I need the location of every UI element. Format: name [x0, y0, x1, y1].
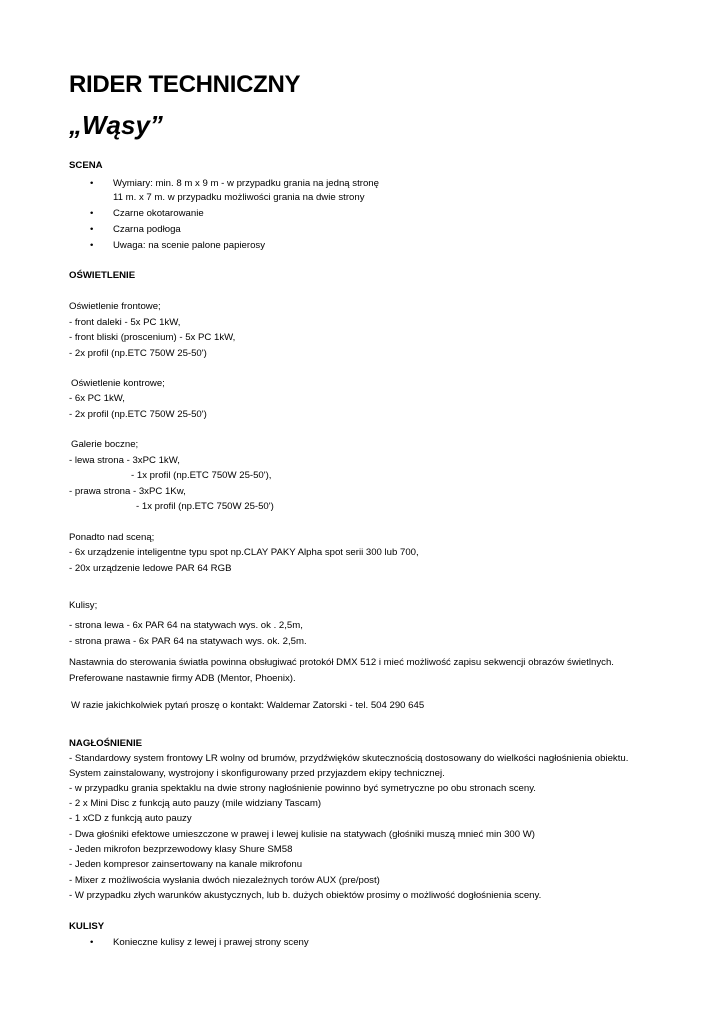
- list-item: Konieczne kulisy z lewej i prawej strony sceny: [113, 937, 309, 948]
- text-line: - 2x profil (np.ETC 750W 25-50'): [69, 409, 207, 420]
- text-line: - 1x profil (np.ETC 750W 25-50'): [136, 501, 274, 512]
- text-line: Kulisy;: [69, 600, 98, 611]
- document-subtitle: „Wąsy”: [69, 110, 163, 140]
- text-line: - front daleki - 5x PC 1kW,: [69, 317, 181, 328]
- text-line: Ponadto nad sceną;: [69, 532, 155, 543]
- bullet-icon: •: [90, 224, 94, 235]
- text-line: Oświetlenie frontowe;: [69, 301, 161, 312]
- text-line: Galerie boczne;: [71, 439, 139, 450]
- list-item-continuation: 11 m. x 7 m. w przypadku możliwości grania na dwie strony: [113, 192, 365, 203]
- text-line: - front bliski (proscenium) - 5x PC 1kW,: [69, 332, 236, 343]
- text-line: System zainstalowany, wystrojony i skonfigurowany przed przyjazdem ekipy technicznej.: [69, 768, 445, 779]
- list-item: Czarna podłoga: [113, 224, 181, 235]
- text-line: - Dwa głośniki efektowe umieszczone w prawej i lewej kulisie na statywach (głośniki muszą mnieć min 300 W): [69, 829, 536, 840]
- text-line: - strona lewa - 6x PAR 64 na statywach wys. ok . 2,5m,: [69, 620, 303, 631]
- document-title: RIDER TECHNICZNY: [69, 71, 301, 98]
- text-line: - 1x profil (np.ETC 750W 25-50'),: [131, 470, 272, 481]
- text-line: - 1 xCD z funkcją auto pauzy: [69, 813, 192, 824]
- bullet-icon: •: [90, 240, 94, 251]
- text-line: - 2x profil (np.ETC 750W 25-50'): [69, 348, 207, 359]
- text-line: Nastawnia do sterowania światła powinna obsługiwać protokół DMX 512 i mieć możliwość zapisu sekwencji obrazów świetlnych.: [69, 657, 614, 668]
- section-heading-kulisy: KULISY: [69, 921, 105, 932]
- text-line: Preferowane nastawnie firmy ADB (Mentor, Phoenix).: [69, 673, 296, 684]
- bullet-icon: •: [90, 937, 94, 948]
- text-line: - 6x PC 1kW,: [69, 393, 125, 404]
- list-item: Czarne okotarowanie: [113, 208, 204, 219]
- bullet-icon: •: [90, 178, 94, 189]
- bullet-icon: •: [90, 208, 94, 219]
- text-line: - Jeden kompresor zainsertowany na kanale mikrofonu: [69, 859, 303, 870]
- contact-line: W razie jakichkolwiek pytań proszę o kontakt: Waldemar Zatorski - tel. 504 290 645: [71, 700, 425, 711]
- text-line: - Jeden mikrofon bezprzewodowy klasy Shure SM58: [69, 844, 293, 855]
- section-heading-oswietlenie: OŚWIETLENIE: [69, 270, 136, 281]
- text-line: - Standardowy system frontowy LR wolny od brumów, przydźwięków skutecznością dostosowany do wielkości nagłośnienia obiektu.: [69, 753, 629, 764]
- list-item: Uwaga: na scenie palone papierosy: [113, 240, 266, 251]
- text-line: - 6x urządzenie inteligentne typu spot np.CLAY PAKY Alpha spot serii 300 lub 700,: [69, 547, 419, 558]
- text-line: - W przypadku złych warunków akustycznych, lub b. dużych obiektów prosimy o możliwość dogłośnienia sceny.: [69, 890, 542, 901]
- text-line: - strona prawa - 6x PAR 64 na statywach wys. ok. 2,5m.: [69, 636, 307, 647]
- section-heading-scena: SCENA: [69, 160, 103, 171]
- text-line: - 2 x Mini Disc z funkcją auto pauzy (mile widziany Tascam): [69, 798, 322, 809]
- text-line: Oświetlenie kontrowe;: [71, 378, 165, 389]
- text-line: - lewa strona - 3xPC 1kW,: [69, 455, 180, 466]
- text-line: - w przypadku grania spektaklu na dwie strony nagłośnienie powinno być symetryczne po obu stronach sceny.: [69, 783, 536, 794]
- list-item: Wymiary: min. 8 m x 9 m - w przypadku grania na jedną stronę: [113, 178, 379, 189]
- text-line: - Mixer z możliwościa wysłania dwóch niezależnych torów AUX (pre/post): [69, 875, 380, 886]
- text-line: - 20x urządzenie ledowe PAR 64 RGB: [69, 563, 232, 574]
- text-line: - prawa strona - 3xPC 1Kw,: [69, 486, 186, 497]
- section-heading-naglosnienie: NAGŁOŚNIENIE: [69, 738, 143, 749]
